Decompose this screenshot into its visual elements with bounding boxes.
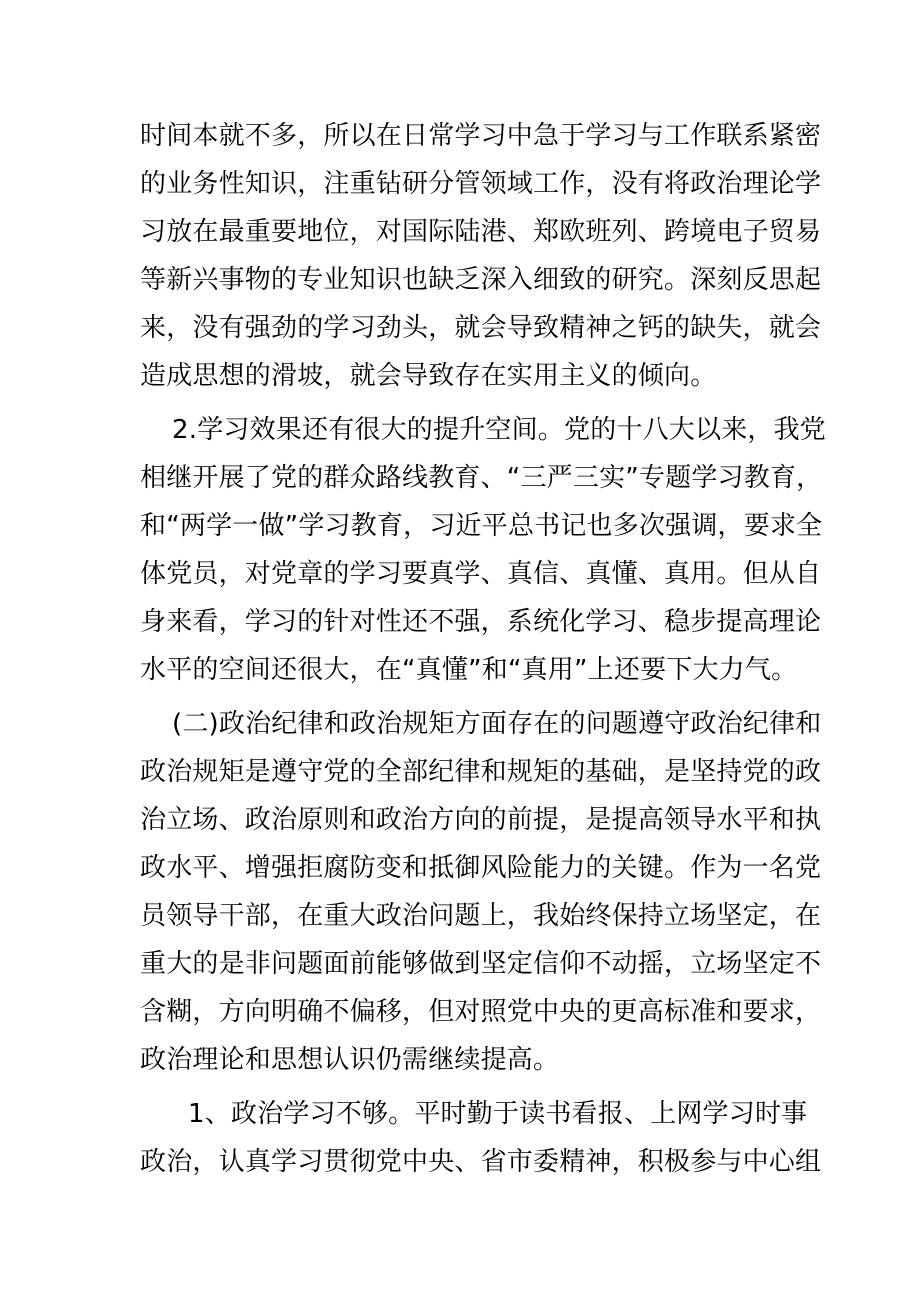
text-line: 习放在最重要地位，对国际陆港、郑欧班列、跨境电子贸易: [140, 217, 822, 247]
text-line: 时间本就不多，所以在日常学习中急于学习与工作联系紧密: [140, 121, 822, 151]
text-line: 2.学习效果还有很大的提升空间。党的十八大以来，我党: [172, 415, 827, 445]
text-line: 水平的空间还很大，在“真懂”和“真用”上还要下大力气。: [140, 655, 798, 685]
text-line: 等新兴事物的专业知识也缺乏深入细致的研究。深刻反思起: [140, 265, 822, 295]
text-line: 的业务性知识，注重钻研分管领域工作，没有将政治理论学: [140, 169, 822, 199]
text-line: 体党员，对党章的学习要真学、真信、真懂、真用。但从自: [140, 559, 822, 589]
text-line: 身来看，学习的针对性还不强，系统化学习、稳步提高理论: [140, 607, 822, 637]
text-line: 政治理论和思想认识仍需继续提高。: [140, 1045, 560, 1075]
text-line: 相继开展了党的群众路线教育、“三严三实”专题学习教育，: [140, 463, 823, 493]
text-line: (二)政治纪律和政治规矩方面存在的问题遵守政治纪律和: [172, 709, 822, 739]
text-line: 造成思想的滑坡，就会导致存在实用主义的倾向。: [140, 361, 717, 391]
text-line: 政治，认真学习贯彻党中央、省市委精神，积极参与中心组: [140, 1147, 822, 1177]
text-line: 1、政治学习不够。平时勤于读书看报、上网学习时事: [188, 1099, 808, 1129]
document-body: [140, 112, 827, 1186]
paragraph-3: [140, 700, 822, 1084]
text-line: 含糊，方向明确不偏移，但对照党中央的更高标准和要求，: [140, 997, 822, 1027]
text-line: 员领导干部，在重大政治问题上，我始终保持立场坚定，在: [140, 901, 822, 931]
text-line: 政水平、增强拒腐防变和抵御风险能力的关键。作为一名党: [140, 853, 822, 883]
text-line: 和“两学一做”学习教育，习近平总书记也多次强调，要求全: [140, 511, 823, 541]
paragraph-2: [140, 406, 827, 694]
text-line: 来，没有强劲的学习劲头，就会导致精神之钙的缺失，就会: [140, 313, 822, 343]
paragraph-4: [140, 1090, 822, 1186]
text-line: 政治规矩是遵守党的全部纪律和规矩的基础，是坚持党的政: [140, 757, 822, 787]
paragraph-1: [140, 112, 822, 400]
text-line: 治立场、政治原则和政治方向的前提，是提高领导水平和执: [140, 805, 822, 835]
text-line: 重大的是非问题面前能够做到坚定信仰不动摇，立场坚定不: [140, 949, 822, 979]
